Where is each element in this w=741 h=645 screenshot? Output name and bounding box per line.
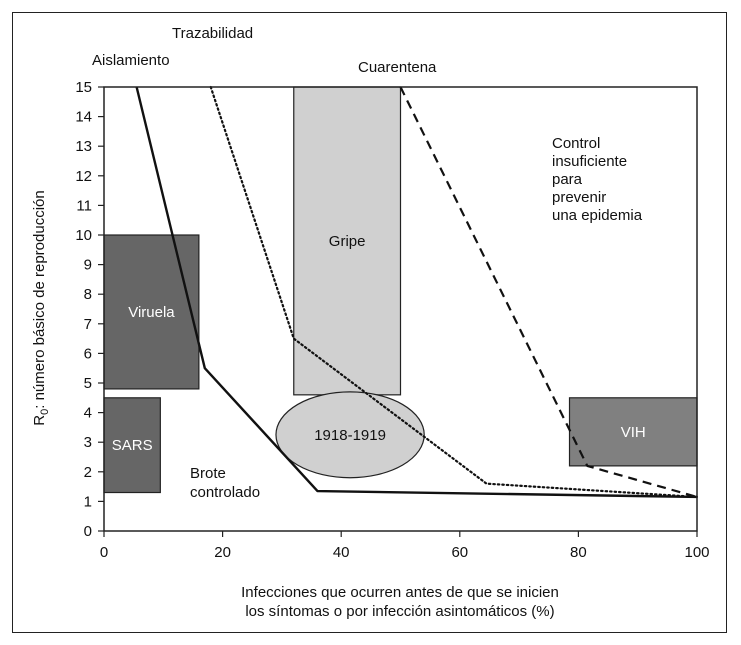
annotation-brote-line-2: controlado <box>190 484 261 501</box>
region-label-1918-1919: 1918-1919 <box>314 426 386 444</box>
y-tick-label: 14 <box>75 108 92 126</box>
y-tick-label: 15 <box>75 79 92 96</box>
x-tick-label: 0 <box>99 544 109 561</box>
annotation-control-line-1: Control <box>552 135 601 152</box>
y-tick-label: 10 <box>75 227 92 244</box>
annotation-control-line-5: una epidemia <box>552 207 643 224</box>
annotation-control-line-2: insuficiente <box>552 153 628 170</box>
x-tick-label: 100 <box>684 544 710 561</box>
y-axis-title-r: R <box>31 414 48 426</box>
y-tick-label: 11 <box>76 197 92 215</box>
y-tick-label: 0 <box>83 523 92 540</box>
y-tick-label: 2 <box>83 463 92 481</box>
y-tick-label: 9 <box>83 256 92 274</box>
x-tick-label: 20 <box>214 544 231 561</box>
y-tick-label: 1 <box>83 493 92 511</box>
y-tick-label: 12 <box>75 167 92 185</box>
y-tick-label: 6 <box>83 345 92 363</box>
annotation-control-line-3: para <box>552 171 583 188</box>
x-tick-label: 60 <box>451 544 469 561</box>
series-label-trazabilidad: Trazabilidad <box>172 25 254 42</box>
x-axis-title-line-1: Infecciones que ocurren antes de que se inicien <box>241 584 559 601</box>
x-axis-title-line-2: los síntomas o por infección asintomáticos (%) <box>245 603 555 620</box>
annotation-control-line-4: prevenir <box>552 189 607 206</box>
x-tick-label: 40 <box>332 544 350 561</box>
x-tick-label: 80 <box>570 544 587 561</box>
region-label-vih: VIH <box>620 423 646 441</box>
y-tick-label: 3 <box>83 434 92 452</box>
y-axis-title <box>31 190 51 425</box>
y-tick-label: 4 <box>83 404 92 422</box>
y-axis-title-rest: : número básico de reproducción <box>31 190 48 409</box>
region-label-viruela: Viruela <box>128 303 175 321</box>
annotation-brote-line-1: Brote <box>190 465 226 482</box>
region-label-sars: SARS <box>111 437 153 455</box>
y-tick-label: 8 <box>83 286 92 304</box>
series-label-aislamiento: Aislamiento <box>92 52 170 69</box>
y-tick-label: 13 <box>75 138 92 156</box>
region-label-gripe: Gripe <box>328 232 366 250</box>
y-tick-label: 7 <box>83 315 92 333</box>
y-axis-title-subscript: 0 <box>39 408 51 415</box>
series-label-cuarentena: Cuarentena <box>358 59 437 76</box>
y-tick-label: 5 <box>83 375 92 392</box>
